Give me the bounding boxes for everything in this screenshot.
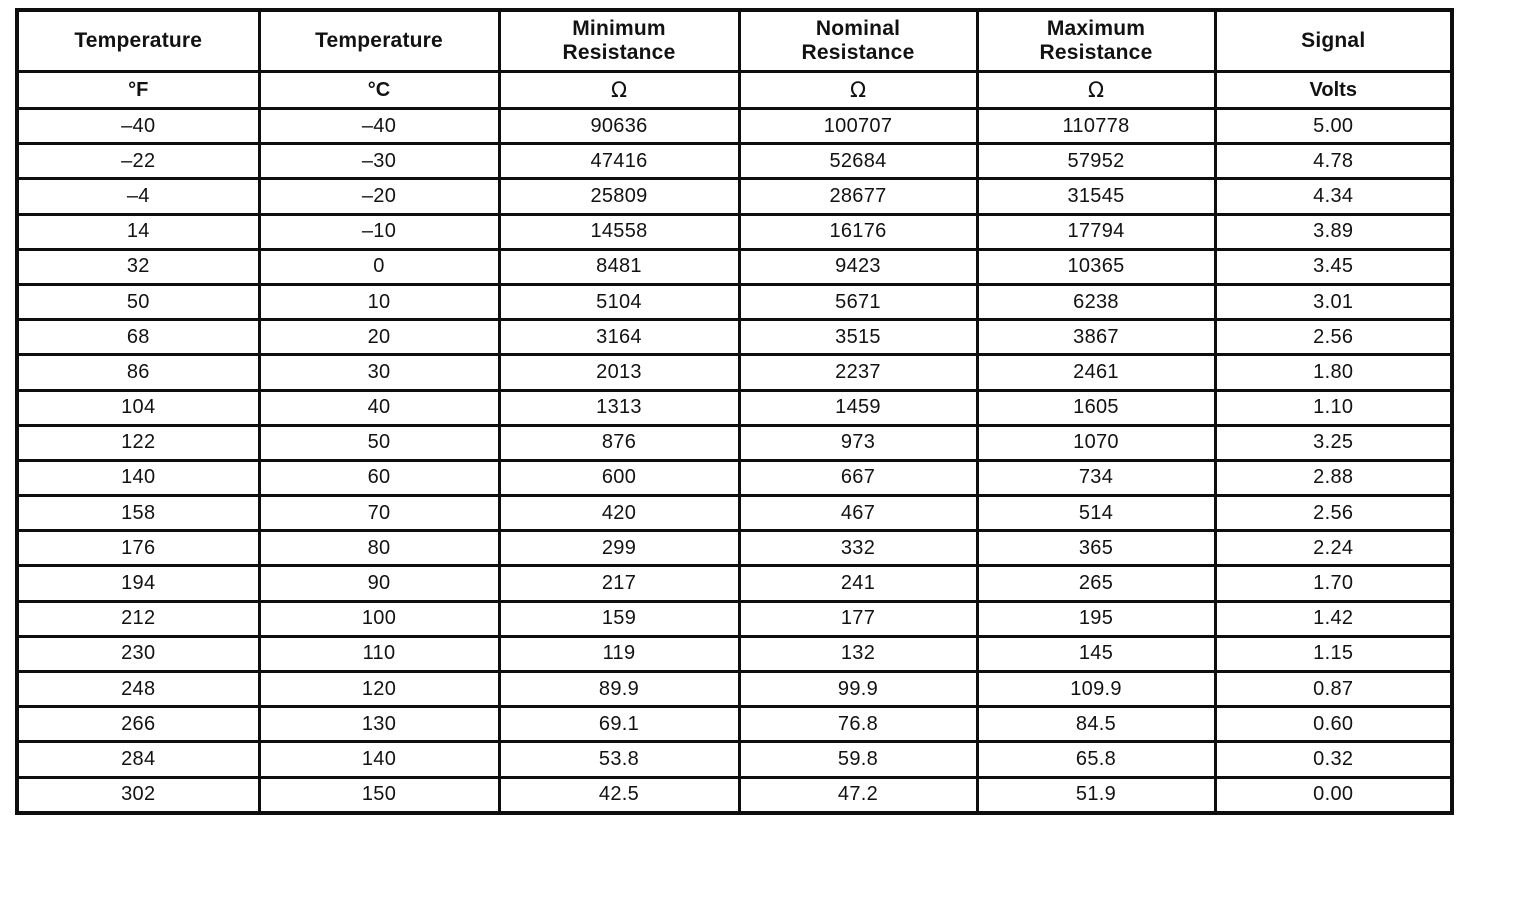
- table-row: [17, 109, 1452, 144]
- table-cell: 132: [739, 636, 977, 671]
- table-cell: 302: [17, 777, 259, 813]
- table-row: [17, 566, 1452, 601]
- table-row: [17, 531, 1452, 566]
- table-cell: 28677: [739, 179, 977, 214]
- table-cell: –20: [259, 179, 499, 214]
- table-cell: 3.89: [1215, 214, 1452, 249]
- column-header-temperature-c: Temperature: [259, 10, 499, 72]
- table-cell: 9423: [739, 249, 977, 284]
- table-cell: 5104: [499, 284, 739, 319]
- table-cell: 365: [977, 531, 1215, 566]
- table-cell: 1605: [977, 390, 1215, 425]
- table-cell: 76.8: [739, 707, 977, 742]
- table-cell: 2.24: [1215, 531, 1452, 566]
- table-cell: 4.34: [1215, 179, 1452, 214]
- column-header-temperature-f: Temperature: [17, 10, 259, 72]
- table-cell: 90636: [499, 109, 739, 144]
- table-cell: 47.2: [739, 777, 977, 813]
- table-cell: 69.1: [499, 707, 739, 742]
- table-cell: 104: [17, 390, 259, 425]
- table-cell: 241: [739, 566, 977, 601]
- table-row: [17, 179, 1452, 214]
- table-cell: 3515: [739, 320, 977, 355]
- table-cell: 20: [259, 320, 499, 355]
- table-cell: 159: [499, 601, 739, 636]
- table-cell: 2461: [977, 355, 1215, 390]
- table-cell: 2237: [739, 355, 977, 390]
- table-cell: –4: [17, 179, 259, 214]
- table-cell: 3867: [977, 320, 1215, 355]
- table-cell: 876: [499, 425, 739, 460]
- table-row: [17, 355, 1452, 390]
- table-cell: 2.56: [1215, 320, 1452, 355]
- table-cell: –30: [259, 144, 499, 179]
- unit-header-ohms-nom: Ω: [739, 72, 977, 109]
- table-cell: 1313: [499, 390, 739, 425]
- temperature-resistance-table: [15, 8, 1454, 815]
- table-header-row: [17, 10, 1452, 72]
- table-cell: 3.25: [1215, 425, 1452, 460]
- table-cell: 3164: [499, 320, 739, 355]
- table-cell: 195: [977, 601, 1215, 636]
- table-cell: 30: [259, 355, 499, 390]
- unit-header-celsius: °C: [259, 72, 499, 109]
- column-header-signal: Signal: [1215, 10, 1452, 72]
- table-cell: –22: [17, 144, 259, 179]
- table-cell: 89.9: [499, 672, 739, 707]
- table-cell: 10365: [977, 249, 1215, 284]
- table-cell: 217: [499, 566, 739, 601]
- table-cell: 1459: [739, 390, 977, 425]
- table-cell: 110: [259, 636, 499, 671]
- table-cell: 47416: [499, 144, 739, 179]
- table-cell: –40: [259, 109, 499, 144]
- table-cell: 60: [259, 460, 499, 495]
- table-row: [17, 777, 1452, 813]
- table-cell: 42.5: [499, 777, 739, 813]
- table-cell: 265: [977, 566, 1215, 601]
- table-cell: 176: [17, 531, 259, 566]
- table-cell: 17794: [977, 214, 1215, 249]
- table-cell: 80: [259, 531, 499, 566]
- table-cell: 177: [739, 601, 977, 636]
- table-cell: 1.80: [1215, 355, 1452, 390]
- table-cell: 145: [977, 636, 1215, 671]
- table-cell: 734: [977, 460, 1215, 495]
- table-cell: –40: [17, 109, 259, 144]
- table-cell: 120: [259, 672, 499, 707]
- table-cell: 2013: [499, 355, 739, 390]
- table-cell: 266: [17, 707, 259, 742]
- unit-header-ohms-max: Ω: [977, 72, 1215, 109]
- table-row: [17, 460, 1452, 495]
- table-row: [17, 320, 1452, 355]
- table-cell: 0: [259, 249, 499, 284]
- table-cell: 32: [17, 249, 259, 284]
- table-cell: 230: [17, 636, 259, 671]
- table-cell: 212: [17, 601, 259, 636]
- table-cell: 1.70: [1215, 566, 1452, 601]
- table-cell: 50: [17, 284, 259, 319]
- table-cell: 14: [17, 214, 259, 249]
- table-cell: 0.00: [1215, 777, 1452, 813]
- table-row: [17, 601, 1452, 636]
- table-cell: 68: [17, 320, 259, 355]
- table-cell: 122: [17, 425, 259, 460]
- table-cell: 57952: [977, 144, 1215, 179]
- table-cell: 3.01: [1215, 284, 1452, 319]
- table-cell: 973: [739, 425, 977, 460]
- table-row: [17, 214, 1452, 249]
- table-cell: 110778: [977, 109, 1215, 144]
- table-row: [17, 707, 1452, 742]
- table-cell: 65.8: [977, 742, 1215, 777]
- table-cell: 1.42: [1215, 601, 1452, 636]
- table-cell: 332: [739, 531, 977, 566]
- table-cell: 0.87: [1215, 672, 1452, 707]
- table-cell: 119: [499, 636, 739, 671]
- table-row: [17, 284, 1452, 319]
- table-cell: 84.5: [977, 707, 1215, 742]
- table-cell: 8481: [499, 249, 739, 284]
- table-cell: 5671: [739, 284, 977, 319]
- table-cell: 40: [259, 390, 499, 425]
- table-cell: 0.32: [1215, 742, 1452, 777]
- table-cell: 52684: [739, 144, 977, 179]
- table-cell: 100: [259, 601, 499, 636]
- unit-header-ohms-min: Ω: [499, 72, 739, 109]
- table-cell: 284: [17, 742, 259, 777]
- table-cell: 31545: [977, 179, 1215, 214]
- table-cell: 600: [499, 460, 739, 495]
- table-cell: 140: [17, 460, 259, 495]
- table-cell: 90: [259, 566, 499, 601]
- table-cell: 299: [499, 531, 739, 566]
- table-cell: 248: [17, 672, 259, 707]
- table-cell: 3.45: [1215, 249, 1452, 284]
- table-cell: 25809: [499, 179, 739, 214]
- table-row: [17, 672, 1452, 707]
- table-cell: 0.60: [1215, 707, 1452, 742]
- unit-header-row: [17, 72, 1452, 109]
- table-cell: 158: [17, 496, 259, 531]
- table-row: [17, 249, 1452, 284]
- table-cell: 467: [739, 496, 977, 531]
- table-cell: 5.00: [1215, 109, 1452, 144]
- table-cell: 16176: [739, 214, 977, 249]
- table-cell: 70: [259, 496, 499, 531]
- table-cell: 420: [499, 496, 739, 531]
- table-cell: 2.56: [1215, 496, 1452, 531]
- table-cell: –10: [259, 214, 499, 249]
- unit-header-fahrenheit: °F: [17, 72, 259, 109]
- table-row: [17, 425, 1452, 460]
- table-cell: 150: [259, 777, 499, 813]
- table-cell: 194: [17, 566, 259, 601]
- table-row: [17, 636, 1452, 671]
- table-cell: 51.9: [977, 777, 1215, 813]
- table-row: [17, 496, 1452, 531]
- table-cell: 99.9: [739, 672, 977, 707]
- unit-header-volts: Volts: [1215, 72, 1452, 109]
- table-row: [17, 390, 1452, 425]
- table-cell: 6238: [977, 284, 1215, 319]
- table-cell: 14558: [499, 214, 739, 249]
- table-cell: 514: [977, 496, 1215, 531]
- column-header-nominal-resistance: Nominal Resistance: [739, 10, 977, 72]
- table-cell: 140: [259, 742, 499, 777]
- table-cell: 130: [259, 707, 499, 742]
- table-cell: 1.10: [1215, 390, 1452, 425]
- table-cell: 1.15: [1215, 636, 1452, 671]
- column-header-maximum-resistance: Maximum Resistance: [977, 10, 1215, 72]
- table-cell: 50: [259, 425, 499, 460]
- table-cell: 86: [17, 355, 259, 390]
- table-row: [17, 144, 1452, 179]
- table-row: [17, 742, 1452, 777]
- table-cell: 100707: [739, 109, 977, 144]
- table-cell: 4.78: [1215, 144, 1452, 179]
- table-cell: 2.88: [1215, 460, 1452, 495]
- table-cell: 10: [259, 284, 499, 319]
- table-cell: 667: [739, 460, 977, 495]
- table-body: [17, 109, 1452, 813]
- column-header-minimum-resistance: Minimum Resistance: [499, 10, 739, 72]
- table-cell: 53.8: [499, 742, 739, 777]
- table-cell: 1070: [977, 425, 1215, 460]
- table-cell: 109.9: [977, 672, 1215, 707]
- table-cell: 59.8: [739, 742, 977, 777]
